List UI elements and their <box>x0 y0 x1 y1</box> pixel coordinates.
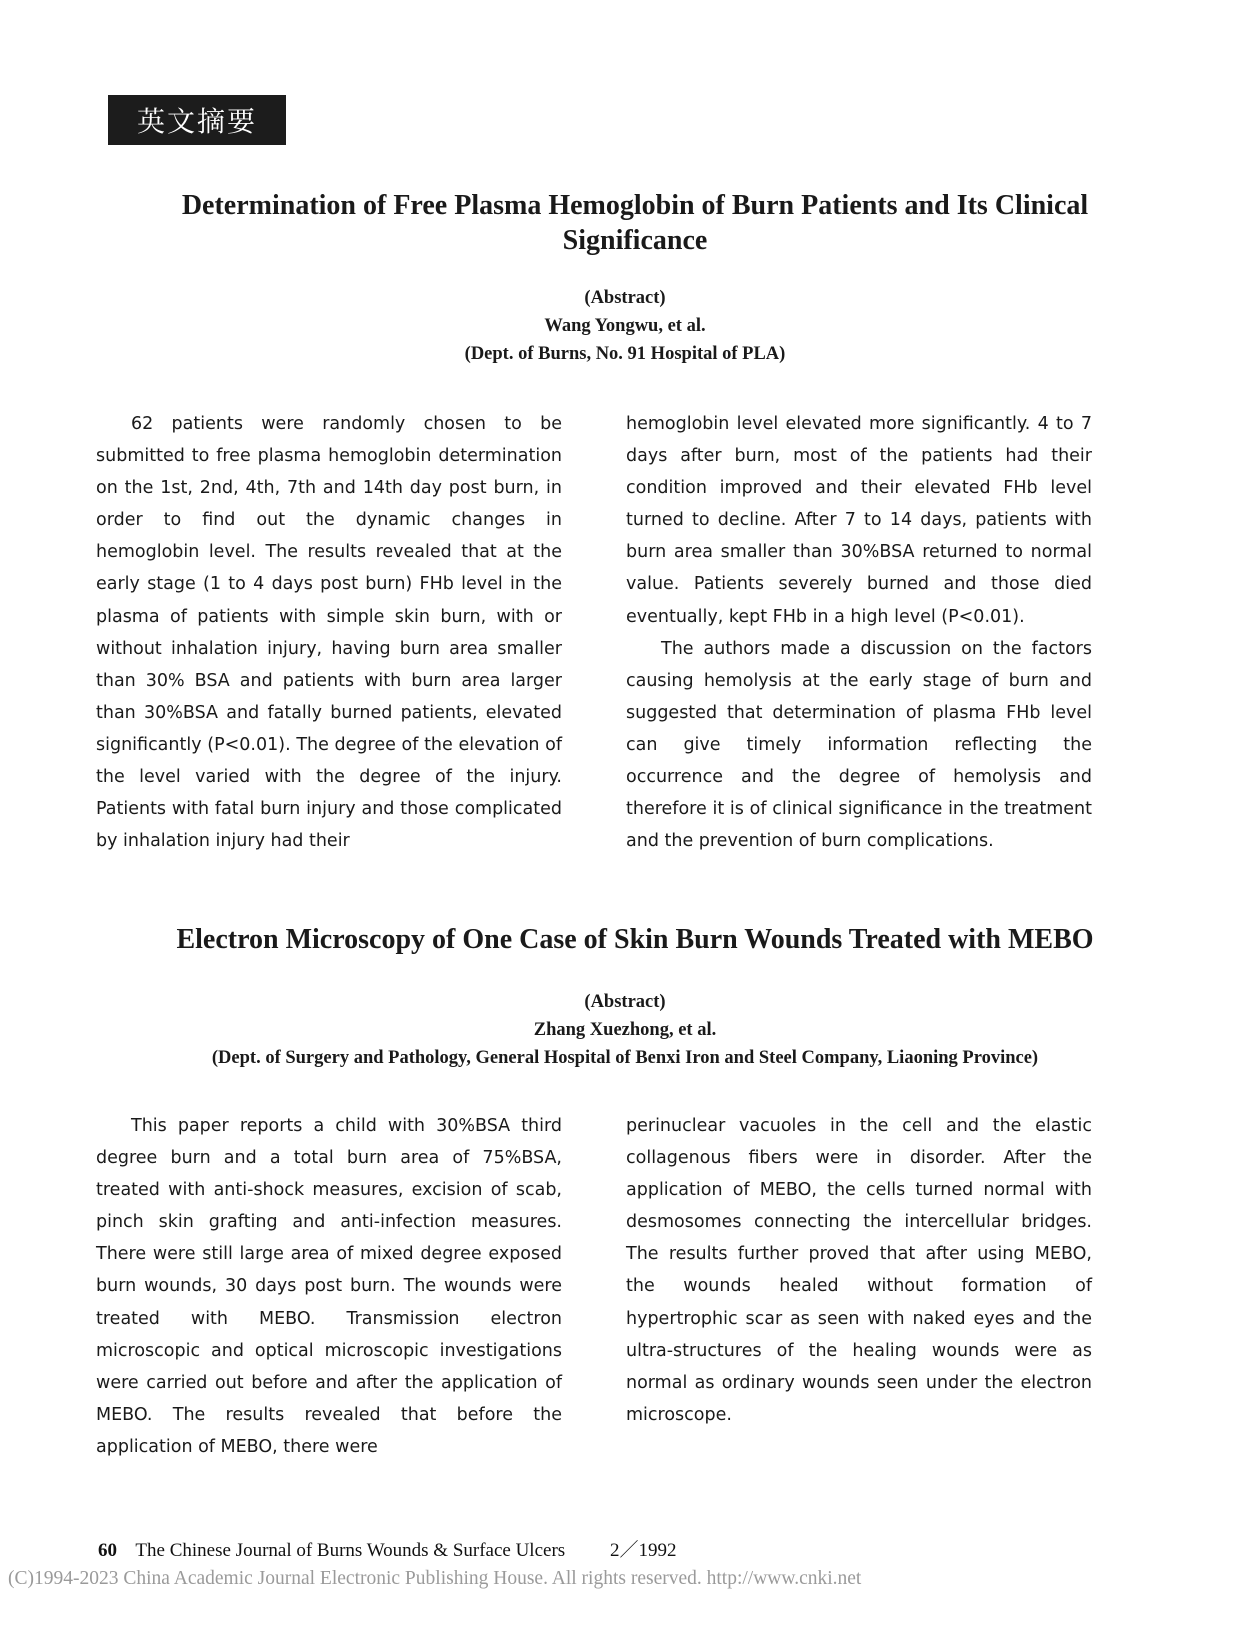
article1-column-left <box>96 408 562 857</box>
article2-paragraph-1: This paper reports a child with 30%BSA third degree burn and a total burn area of 75%BSA, treated with anti-shock measures, excision of scab, pinch skin grafting and anti-infection measures. There were still large area of mixed degree exposed burn wounds, 30 days post burn. The wounds were treated with MEBO. Transmission electron microscopic and optical microscopic investigations were carried out before and after the application of MEBO. The results revealed that before the application of MEBO, there were <box>96 1116 562 1457</box>
article1-paragraph-1: 62 patients were randomly chosen to be submitted to free plasma hemoglobin determination on the 1st, 2nd, 4th, 7th and 14th day post burn, in order to find out the dynamic changes in hemoglobin level. The results revealed that at the early stage (1 to 4 days post burn) FHb level in the plasma of patients with simple skin burn, with or without inhalation injury, having burn area smaller than 30% BSA and patients with burn area larger than 30%BSA and fatally burned patients, elevated significantly (P<0.01). The degree of the elevation of the level varied with the degree of the injury. Patients with fatal burn injury and those complicated by inhalation injury had their <box>96 414 562 852</box>
article1-column-right <box>626 408 1092 857</box>
article2-paragraph-1-continued: perinuclear vacuoles in the cell and the elastic collagenous fibers were in disorder. After the application of MEBO, the cells turned normal with desmosomes connecting the intercellular bridges. The results further proved that after using MEBO, the wounds healed without formation of hypertrophic scar as seen with naked eyes and the ultra-structures of the healing wounds were as normal as ordinary wounds seen under the electron microscope. <box>626 1116 1092 1425</box>
journal-issue: 2／1992 <box>609 1540 677 1561</box>
page-number: 60 <box>98 1540 117 1561</box>
article2-title: Electron Microscopy of One Case of Skin Burn Wounds Treated with MEBO <box>176 924 1094 955</box>
article1-paragraph-1-continued: hemoglobin level elevated more significantly. 4 to 7 days after burn, most of the patients had their condition improved and their elevated FHb level turned to decline. After 7 to 14 days, patients with burn area smaller than 30%BSA returned to normal value. Patients severely burned and those died eventually, kept FHb in a high level (P<0.01). <box>626 414 1092 627</box>
article2-abstract-label: (Abstract) <box>584 992 666 1012</box>
copyright-notice: (C)1994-2023 China Academic Journal Electronic Publishing House. All rights reserved. http://www.cnki.net <box>8 1568 862 1589</box>
article1-authors: Wang Yongwu, et al. <box>544 316 706 336</box>
article2-authors: Zhang Xuezhong, et al. <box>533 1020 717 1040</box>
article1-meta <box>110 284 1140 368</box>
article2-affiliation: (Dept. of Surgery and Pathology, General Hospital of Benxi Iron and Steel Company, Liaoning Province) <box>211 1048 1039 1068</box>
article2-column-left <box>96 1110 562 1463</box>
article1-paragraph-2: The authors made a discussion on the factors causing hemolysis at the early stage of burn and suggested that determination of plasma FHb level can give timely information reflecting the occurrence and the degree of hemolysis and therefore it is of clinical significance in the treatment and the prevention of burn complications. <box>626 638 1092 852</box>
article2-meta <box>110 988 1140 1072</box>
journal-name: The Chinese Journal of Burns Wounds & Surface Ulcers <box>135 1540 566 1561</box>
article1-affiliation: (Dept. of Burns, No. 91 Hospital of PLA) <box>464 344 786 364</box>
article1-abstract-label: (Abstract) <box>584 288 666 308</box>
article2-column-right <box>626 1110 1092 1431</box>
page-footer <box>98 1535 676 1562</box>
article1-title: Determination of Free Plasma Hemoglobin of Burn Patients and Its Clinical Significance <box>181 190 1089 256</box>
section-tag: 英文摘要 <box>108 95 286 145</box>
